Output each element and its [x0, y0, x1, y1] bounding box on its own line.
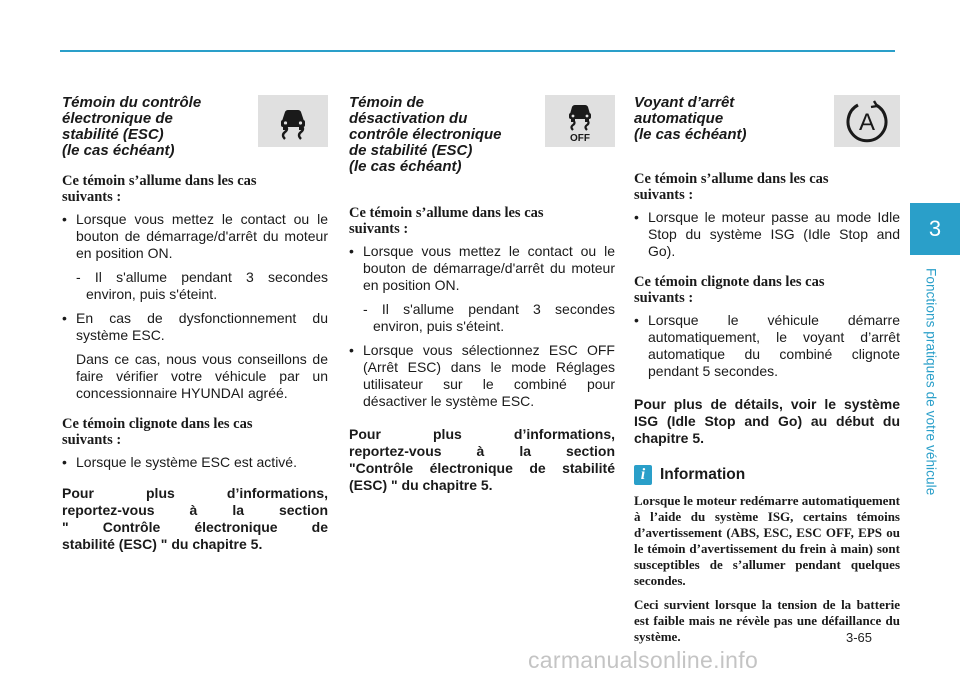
reference-line: (ESC) " du chapitre 5. — [349, 477, 493, 493]
reference-note — [349, 426, 615, 494]
section-header — [62, 95, 328, 159]
information-title: Information — [660, 466, 746, 483]
section-title: Témoin de désactivation du contrôle électronique de stabilité (ESC) (le cas échéant) — [349, 94, 502, 175]
reference-line: stabilité (ESC) " du chapitre 5. — [62, 536, 263, 552]
section-header — [634, 95, 900, 157]
esc-skid-icon — [258, 95, 328, 147]
section-title: Voyant d’arrêt automatique (le cas échéant) — [634, 94, 747, 143]
information-paragraph: Lorsque le moteur redémarre automatiquement à l’aide du système ISG, certains témoins d’avertissement (ABS, ESC, ESC OFF, EPS ou le témoin d’avertissement du frein à main) sont susceptibles de s’allumer pendant quelques secondes. — [634, 493, 900, 588]
paragraph: Dans ce cas, nous vous conseillons de faire vérifier votre véhicule par un concessionnaire HYUNDAI agréé. — [76, 351, 328, 401]
page-number: 3-65 — [846, 630, 873, 645]
column-esc-off-indicator — [349, 95, 615, 494]
list-item: • Lorsque vous sélectionnez ESC OFF (Arrêt ESC) dans le mode Réglages utilisateur sur le combiné pour désactiver le système ESC. — [349, 342, 615, 410]
list-item: • Lorsque vous mettez le contact ou le bouton de démarrage/d'arrêt du moteur en position ON. — [62, 211, 328, 262]
information-paragraph: Ceci survient lorsque la tension de la batterie est faible mais ne révèle pas une défaillance du système. — [634, 597, 900, 644]
reference-line: reportez-vous à la section — [62, 502, 328, 518]
esc-off-icon — [545, 95, 615, 147]
list-item: • Lorsque le véhicule démarre automatiquement, le voyant d’arrêt automatique du combiné clignote pendant 5 secondes. — [634, 312, 900, 380]
sub-list-item: - Il s'allume pendant 3 secondes environ, puis s'éteint. — [363, 301, 615, 334]
list-item: • En cas de dysfonctionnement du système ESC. — [62, 310, 328, 344]
section-title: Témoin du contrôle électronique de stabilité (ESC) (le cas échéant) — [62, 94, 202, 159]
list-item: • Lorsque le moteur passe au mode Idle Stop du système ISG (Idle Stop and Go). — [634, 209, 900, 260]
information-heading — [634, 465, 900, 485]
subheading: Ce témoin s’allume dans les cas suivants : — [62, 173, 257, 205]
reference-line: "Contrôle électronique de stabilité — [349, 460, 615, 476]
reference-note — [62, 485, 328, 553]
column-esc-indicator — [62, 95, 328, 553]
sub-list-item: - Il s'allume pendant 3 secondes environ, puis s'éteint. — [76, 269, 328, 302]
auto-stop-icon — [834, 95, 900, 147]
subheading: Ce témoin clignote dans les cas suivants : — [62, 416, 253, 448]
watermark: carmanualsonline.info — [528, 647, 759, 673]
reference-line: Pour plus d’informations, — [349, 426, 615, 442]
info-icon: i — [634, 465, 652, 485]
column-auto-stop-indicator — [634, 95, 900, 645]
header-rule — [60, 50, 895, 52]
chapter-side-label: Fonctions pratiques de votre véhicule — [923, 268, 939, 496]
auto-stop-letter: A — [858, 109, 876, 136]
list-item: • Lorsque vous mettez le contact ou le bouton de démarrage/d'arrêt du moteur en position ON. — [349, 243, 615, 294]
reference-note: Pour plus de détails, voir le système ISG (Idle Stop and Go) au début du chapitre 5. — [634, 396, 900, 446]
reference-line: " Contrôle électronique de — [62, 519, 328, 535]
reference-line: Pour plus d’informations, — [62, 485, 328, 501]
reference-line: reportez-vous à la section — [349, 443, 615, 459]
list-item: • Lorsque le système ESC est activé. — [62, 454, 328, 471]
section-header — [349, 95, 615, 191]
subheading: Ce témoin clignote dans les cas suivants : — [634, 274, 825, 306]
subheading: Ce témoin s’allume dans les cas suivants : — [349, 205, 544, 237]
chapter-tab: 3 — [910, 203, 960, 255]
esc-off-label: OFF — [570, 133, 590, 143]
subheading: Ce témoin s’allume dans les cas suivants : — [634, 171, 829, 203]
